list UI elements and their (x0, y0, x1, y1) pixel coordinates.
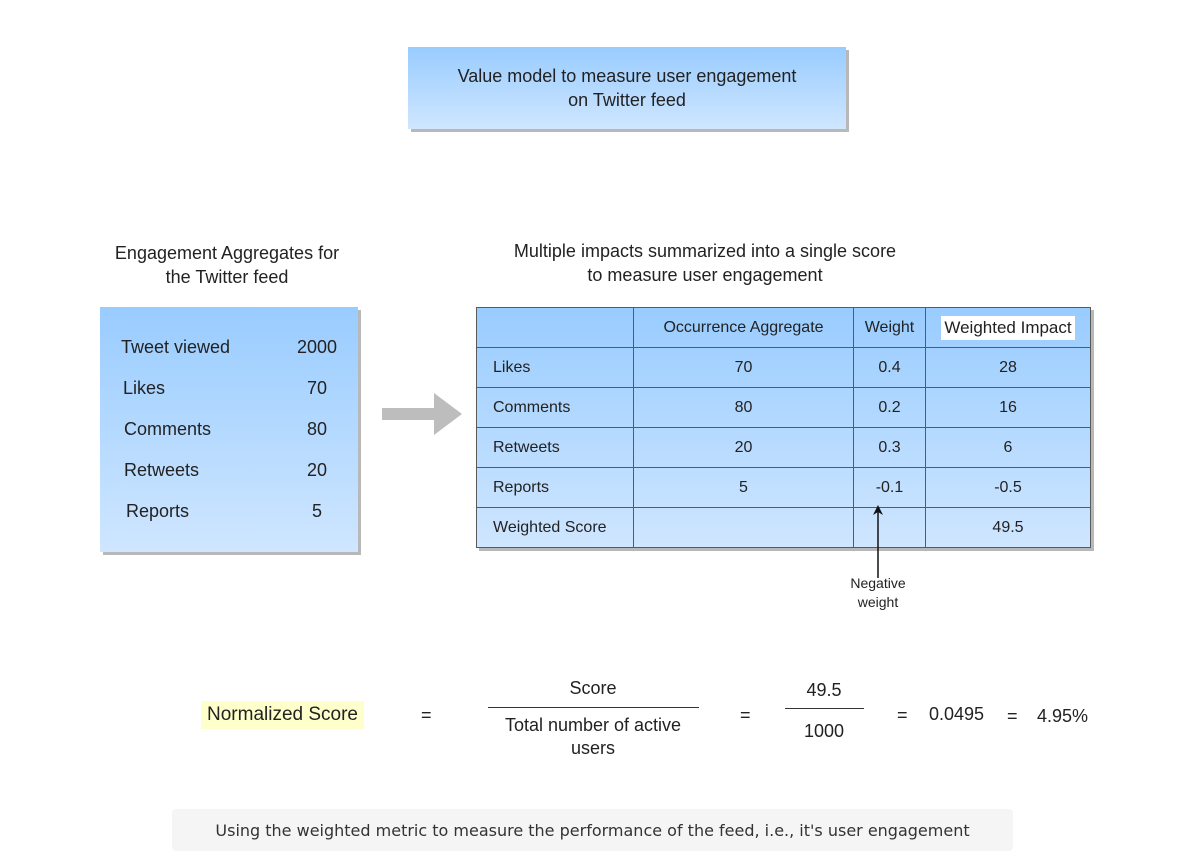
fraction-bar (785, 708, 864, 709)
fraction-bar (488, 707, 699, 708)
table-header-cell: Occurrence Aggregate (634, 308, 854, 348)
table-header-row (477, 308, 1091, 348)
equals-sign: = (897, 705, 908, 725)
equals-sign: = (1007, 706, 1018, 726)
weighted-impact-header: Weighted Impact (941, 316, 1074, 340)
aggregate-value: 70 (306, 378, 328, 398)
aggregate-label: Tweet viewed (121, 337, 231, 357)
aggregate-label: Reports (126, 501, 190, 521)
impact-cell: 16 (926, 388, 1091, 428)
occurrence-cell: 80 (634, 388, 854, 428)
impact-cell: 49.5 (926, 508, 1091, 548)
aggregate-value: 80 (306, 419, 328, 439)
annotation-line-1: Negative (850, 575, 906, 591)
negative-weight-annotation (836, 574, 920, 612)
annotation-line-2: weight (857, 594, 899, 610)
impact-cell: 6 (926, 428, 1091, 468)
table-row (477, 428, 1091, 468)
row-label: Weighted Score (477, 508, 634, 548)
impact-cell: -0.5 (926, 468, 1091, 508)
aggregates-heading (92, 241, 362, 289)
title-line-2: on Twitter feed (568, 90, 686, 110)
aggregates-heading-line-1: Engagement Aggregates for (114, 243, 340, 263)
table-header-cell (477, 308, 634, 348)
row-label: Reports (477, 468, 634, 508)
fraction-denominator: 1000 (803, 721, 845, 741)
table-row (477, 468, 1091, 508)
result-percent: 4.95% (1037, 706, 1089, 726)
weight-cell: 0.3 (854, 428, 926, 468)
weight-cell: 0.4 (854, 348, 926, 388)
fraction-numerator: Score (569, 678, 617, 698)
table-header-cell: Weight (854, 308, 926, 348)
table-row (477, 388, 1091, 428)
weight-cell: 0.2 (854, 388, 926, 428)
weight-cell (854, 508, 926, 548)
impact-table (476, 307, 1091, 548)
title-line-1: Value model to measure user engagement (457, 66, 797, 86)
equals-sign: = (421, 705, 432, 725)
aggregate-label: Retweets (124, 460, 200, 480)
normalized-score-label: Normalized Score (201, 701, 364, 729)
aggregate-value: 2000 (296, 337, 338, 357)
denominator-line-1: Total number of active (504, 715, 682, 735)
annotation-arrow-icon (868, 500, 888, 580)
table-row (477, 508, 1091, 548)
impacts-heading-line-2: to measure user engagement (587, 265, 823, 285)
aggregate-value: 20 (306, 460, 328, 480)
occurrence-cell (634, 508, 854, 548)
row-label: Likes (477, 348, 634, 388)
denominator-line-2: users (570, 738, 615, 758)
occurrence-cell: 5 (634, 468, 854, 508)
aggregate-label: Comments (124, 419, 212, 439)
occurrence-cell: 20 (634, 428, 854, 468)
impacts-heading-line-1: Multiple impacts summarized into a single score (513, 241, 897, 261)
fraction-denominator (488, 714, 698, 760)
aggregate-value: 5 (311, 501, 322, 521)
result-decimal: 0.0495 (929, 704, 985, 724)
weight-cell: -0.1 (854, 468, 926, 508)
equals-sign: = (740, 705, 751, 725)
right-arrow-icon (382, 393, 462, 435)
row-label: Retweets (477, 428, 634, 468)
fraction-numerator: 49.5 (806, 680, 842, 700)
aggregates-heading-line-2: the Twitter feed (165, 267, 289, 287)
occurrence-cell: 70 (634, 348, 854, 388)
row-label: Comments (477, 388, 634, 428)
aggregates-box (100, 307, 358, 552)
title-box (408, 47, 846, 129)
impacts-heading (470, 239, 940, 287)
aggregate-label: Likes (123, 378, 166, 398)
table-row (477, 348, 1091, 388)
table-header-cell (926, 308, 1091, 348)
caption: Using the weighted metric to measure the performance of the feed, i.e., it's user engagement (172, 809, 1013, 851)
impact-cell: 28 (926, 348, 1091, 388)
